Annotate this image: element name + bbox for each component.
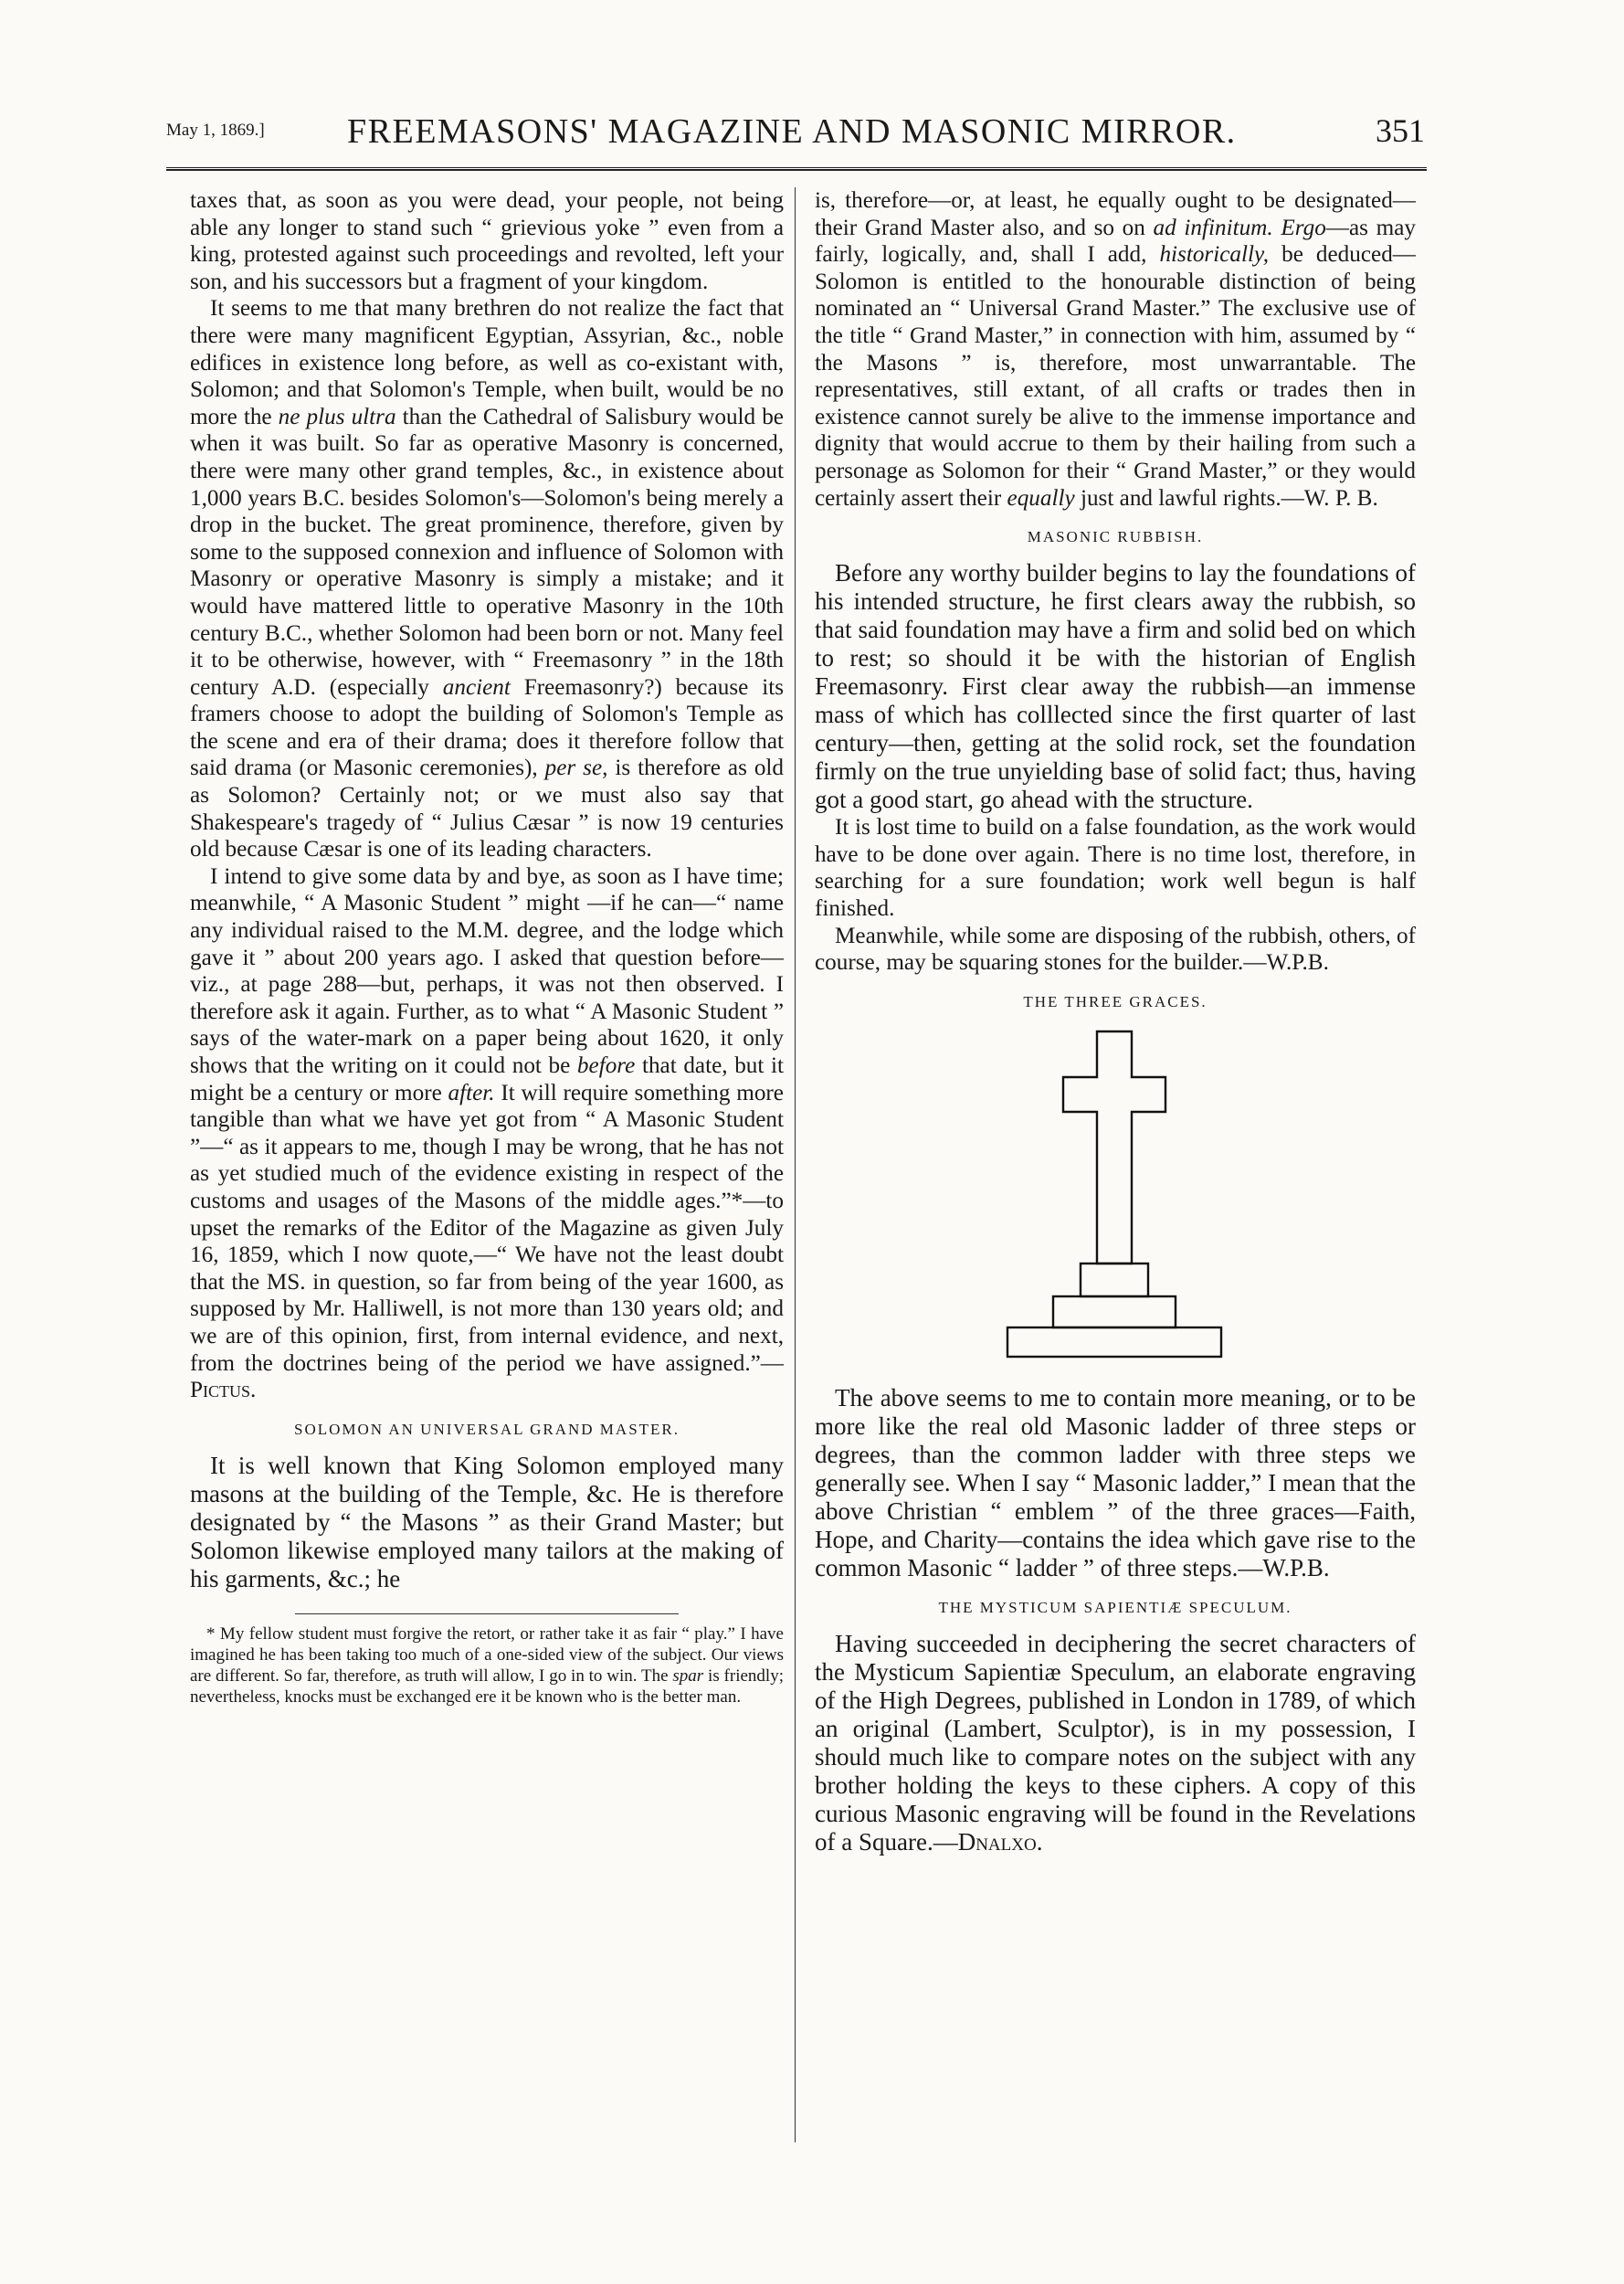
bottom-step bbox=[1007, 1327, 1221, 1357]
top-step bbox=[1081, 1264, 1148, 1296]
right-column bbox=[815, 187, 1416, 1856]
magazine-title: FREEMASONS' MAGAZINE AND MASONIC MIRROR. bbox=[347, 112, 1237, 151]
cross-on-steps-figure bbox=[978, 1024, 1252, 1362]
header-rule bbox=[166, 167, 1427, 171]
paragraph: The above seems to me to contain more meaning, or to be more like the real old Masonic ladder of three steps or degrees, than the common ladder with three steps we generally see. When I say “ Masonic ladder,” I mean that the above Christian “ emblem ” of the three graces—Faith, Hope, and Charity—contains the idea which gave rise to the common Masonic “ ladder ” of three steps.—W.P.B. bbox=[815, 1383, 1416, 1581]
section-heading: SOLOMON AN UNIVERSAL GRAND MASTER. bbox=[293, 1420, 680, 1438]
page-header bbox=[166, 111, 1445, 155]
paragraph: is, therefore—or, at least, he equally ought to be designated—their Grand Master also, and so on ad infinitum. Ergo—as may fairly, logically, and, shall I add, historically, be deduced—Solomon is entitled to the honourable distinction of being nominated an “ Universal Grand Master.” The exclusive use of the title “ Grand Master,” in connection with him, assumed by “ the Masons ” is, therefore, most unwarrantable. The representatives, still extant, of all crafts or trades then in existence cannot surely be alive to the immense importance and dignity that would accrue to them by their hailing from such a personage as Solomon for their “ Grand Master,” or they would certainly assert their equally just and lawful rights.—W. P. B. bbox=[815, 188, 1416, 511]
section-heading: THE MYSTICUM SAPIENTIÆ SPECULUM. bbox=[938, 1598, 1292, 1616]
paragraph: It is lost time to build on a false foundation, as the work would have to be done over again. There is no time lost, therefore, in searching for a sure foundation; work well begun is half finished. bbox=[815, 815, 1416, 921]
section-heading: THE THREE GRACES. bbox=[1023, 992, 1207, 1010]
middle-step bbox=[1053, 1296, 1176, 1327]
paragraph: taxes that, as soon as you were dead, your people, not being able any longer to stand such “ grievious yoke ” even from a king, protested against such proceedings and revolted, left your son, and his successors but a fragment of your kingdom. bbox=[190, 188, 784, 294]
paragraph: Having succeeded in deciphering the secret characters of the Mysticum Sapientiæ Speculum, an elaborate engraving of the High Degrees, published in London in 1789, of which an original (Lambert, Sculptor), is in my possession, I should much like to compare notes on the subject with any brother holding the keys to these ciphers. A copy of this curious Masonic engraving will be found in the Revelations of a Square.—Dnalxo. bbox=[815, 1629, 1416, 1856]
paragraph: Before any worthy builder begins to lay the foundations of his intended structure, he first clears away the rubbish, so that said foundation may have a firm and solid bed on which to rest; so should it be with the historian of English Freemasonry. First clear away the rubbish—an immense mass of which has colllected since the first quarter of last century—then, getting at the solid rock, set the foundation firmly on the true unyielding base of solid fact; thus, having got a good start, go ahead with the structure. bbox=[815, 559, 1416, 814]
paragraph: Meanwhile, while some are disposing of the rubbish, others, of course, may be squaring stones for the builder.—W.P.B. bbox=[815, 923, 1416, 976]
column-divider bbox=[795, 187, 796, 2142]
paragraph: I intend to give some data by and bye, as soon as I have time; meanwhile, “ A Masonic Student ” might —if he can—“ name any individual raised to the M.M. degree, and the lodge which gave it ” about 200 years ago. I asked that question before—viz., at page 288—but, perhaps, it was not then observed. I therefore ask it again. Further, as to what “ A Masonic Student ” says of the water-mark on a paper being about 1620, it only shows that the writing on it could not be before that date, but it might be a century or more after. It will require something more tangible than what we have yet got from “ A Masonic Student ”—“ as it appears to me, though I may be wrong, that he has not as yet studied much of the evidence existing in respect of the customs and usages of the Masons of the middle ages.”*—to upset the remarks of the Editor of the Magazine as given July 16, 1859, which I now quote,—“ We have not the least doubt that the MS. in question, so far from being of the year 1600, as supposed by Mr. Halliwell, is not more than 130 years old; and we are of this opinion, first, from internal evidence, and next, from the doctrines being of the period we have assigned.”—Pictus. bbox=[190, 863, 784, 1403]
cross-shape bbox=[1063, 1031, 1165, 1264]
paragraph: It seems to me that many brethren do not realize the fact that there were many magnificent Egyptian, Assyrian, &c., noble edifices in existence long before, as well as co-existant with, Solomon; and that Solomon's Temple, when built, would be no more the ne plus ultra than the Cathedral of Salisbury would be when it was built. So far as operative Masonry is concerned, there were many other grand temples, &c., in existence about 1,000 years B.C. besides Solomon's—Solomon's being merely a drop in the bucket. The great prominence, therefore, given by some to the supposed connexion and influence of Solomon with Masonry or operative Masonry is simply a mistake; and it would have mattered little to operative Masonry in the 10th century B.C., whether Solomon had been born or not. Many feel it to be otherwise, however, with “ Freemasonry ” in the 18th century A.D. (especially ancient Freemasonry?) because its framers choose to adopt the building of Solomon's Temple as the scene and era of their drama; does it therefore follow that said drama (or Masonic ceremonies), per se, is therefore as old as Solomon? Certainly not; or we must also say that Shakespeare's tragedy of “ Julius Cæsar ” is now 19 centuries old because Cæsar is one of its leading characters. bbox=[190, 296, 785, 862]
issue-date: May 1, 1869.] bbox=[166, 121, 265, 140]
footnote: * My fellow student must forgive the retort, or rather take it as fair “ play.” I have imagined he has been taking too much of a one-sided view of the subject. Our views are different. So far, therefore, as truth will allow, I go in to win. The spar is friendly; nevertheless, knocks must be exchanged ere it be known who is the better man. bbox=[190, 1623, 784, 1707]
left-column bbox=[190, 187, 784, 1708]
section-heading: MASONIC RUBBISH. bbox=[1027, 528, 1204, 546]
signature: Dnalxo. bbox=[957, 1827, 1043, 1856]
footnote-rule bbox=[295, 1613, 679, 1614]
page-number: 351 bbox=[1376, 112, 1425, 149]
signature: Pictus. bbox=[190, 1378, 257, 1403]
paragraph: It is well known that King Solomon employed many masons at the building of the Temple, &c. He is therefore designated by “ the Masons ” as their Grand Master; but Solomon likewise employed many tailors at the making of his garments, &c.; he bbox=[190, 1451, 784, 1592]
